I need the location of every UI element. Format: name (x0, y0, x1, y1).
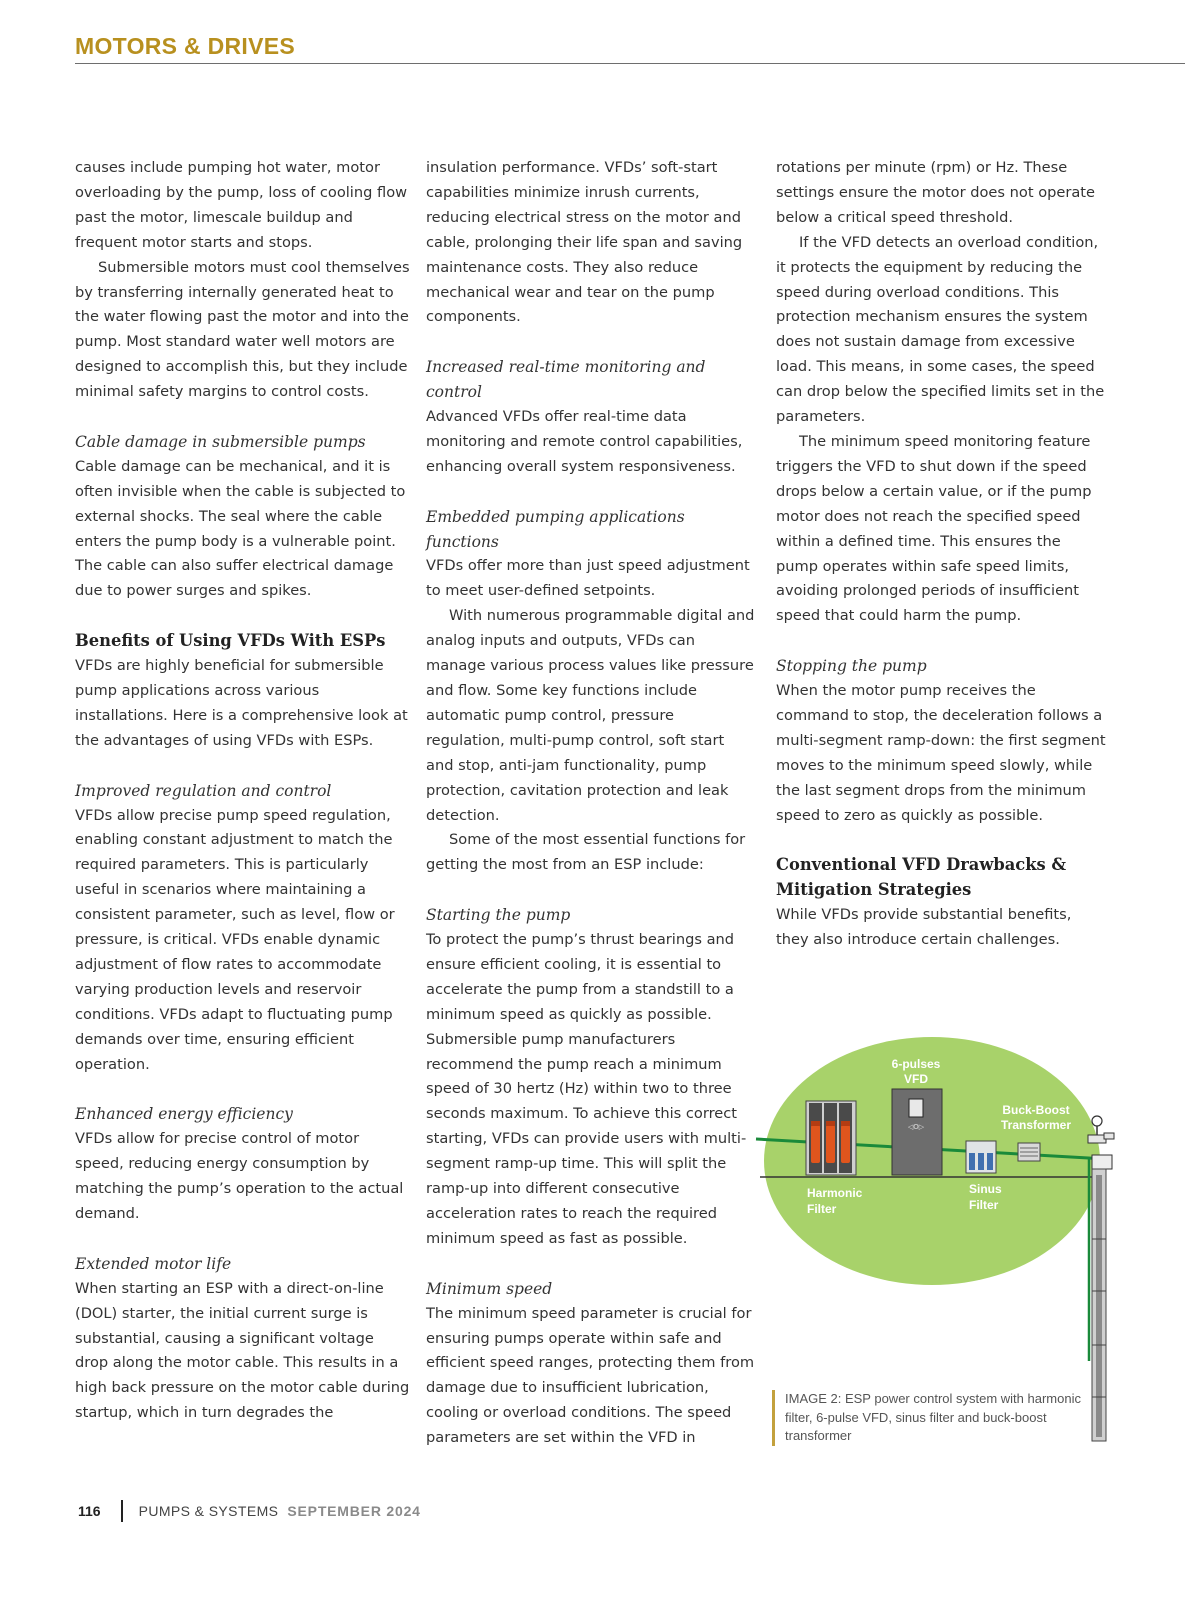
subheading: Extended motor life (75, 1254, 232, 1273)
header-rule (75, 63, 1185, 64)
harmonic-filter-icon (806, 1101, 856, 1175)
paragraph: Cable damage can be mechanical, and it is often invisible when the cable is subjected to external shocks. The seal where the cable enters the pump body is a vulnerable point. The cable can also suffer electrical damage due to power surges and spikes. (75, 457, 406, 600)
section-header: MOTORS & DRIVES (75, 33, 296, 59)
section-heading: Conventional VFD Drawbacks & Mitigation Strategies (776, 855, 1067, 900)
article-column-2 (426, 156, 756, 1451)
paragraph: With numerous programmable digital and analog inputs and outputs, VFDs can manage various process values like pressure and flow. Some key functions include automatic pump control, pressure regulation, multi-pump control, soft start and stop, anti-jam functionality, pump protection, cavitation protection and leak detection. (426, 607, 755, 824)
buck-boost-transformer-icon (1018, 1143, 1040, 1161)
magazine-name: PUMPS & SYSTEMS (138, 1503, 279, 1519)
subheading: Stopping the pump (776, 657, 927, 676)
paragraph: insulation performance. VFDs’ soft-start capabilities minimize inrush currents, reducing electrical stress on the motor and cable, prolonging their life span and saving maintenance costs. They also reduce mechanical wear and tear on the pump components. (426, 159, 743, 326)
paragraph: Submersible motors must cool themselves by transferring internally generated heat to the water flowing past the motor and into the pump. Most standard water well motors are designed to accomplish this, but they include minimal safety margins to control costs. (75, 258, 410, 401)
paragraph: When the motor pump receives the command to stop, the deceleration follows a multi-segment ramp-down: the first segment moves to the minimum speed slowly, while the last segment drops from the minimum speed to zero as quickly as possible. (776, 682, 1106, 824)
article-column-1 (75, 156, 410, 1426)
section-heading: Benefits of Using VFDs With ESPs (75, 631, 386, 651)
subheading: Increased real-time monitoring and control (426, 358, 706, 402)
sinus-label-2: Filter (969, 1198, 999, 1212)
buck-label-1: Buck-Boost (1002, 1103, 1070, 1117)
paragraph: VFDs are highly beneficial for submersible pump applications across various installations. Here is a comprehensive look at the advantages of using VFDs with ESPs. (75, 657, 408, 749)
issue-date: SEPTEMBER 2024 (287, 1503, 421, 1519)
paragraph: causes include pumping hot water, motor overloading by the pump, loss of cooling flow past the motor, limescale buildup and frequent motor starts and stops. (75, 159, 408, 251)
paragraph: The minimum speed parameter is crucial for ensuring pumps operate within safe and efficient speed ranges, protecting them from damage due to insufficient lubrication, cooling or overload conditions. The speed parameters are set within the VFD in (426, 1304, 755, 1447)
article-column-3 (776, 156, 1106, 953)
paragraph: Advanced VFDs offer real-time data monitoring and remote control capabilities, enhancing overall system responsiveness. (426, 408, 743, 475)
subheading: Starting the pump (426, 906, 571, 925)
subheading: Improved regulation and control (75, 781, 332, 800)
harmonic-label-2: Filter (807, 1202, 837, 1216)
paragraph: To protect the pump’s thrust bearings and ensure efficient cooling, it is essential to accelerate the pump from a standstill to a minimum speed as quickly as possible. Submersible pump manufacturers recommend the pump reach a minimum speed of 30 hertz (Hz) within two to three seconds maximum. To achieve this correct starting, VFDs can provide users with multi-segment ramp-up time. This will split the ramp-up into different consecutive acceleration rates to reach the required minimum speed as fast as possible. (426, 931, 747, 1247)
paragraph: VFDs offer more than just speed adjustment to meet user-defined setpoints. (426, 557, 750, 600)
page-footer (78, 1500, 421, 1522)
footer-divider (121, 1500, 123, 1522)
paragraph: When starting an ESP with a direct-on-line (DOL) starter, the initial current surge is substantial, causing a significant voltage drop along the motor cable. This results in a high back pressure on the motor cable during startup, which in turn degrades the (75, 1279, 410, 1422)
harmonic-label-1: Harmonic (807, 1186, 863, 1200)
subheading: Minimum speed (426, 1279, 553, 1298)
sinus-filter-icon (966, 1141, 996, 1173)
paragraph: VFDs allow precise pump speed regulation, enabling constant adjustment to match the required parameters. This is particularly useful in scenarios where maintaining a consistent parameter, such as level, flow or pressure, is critical. VFDs enable dynamic adjustment of flow rates to accommodate varying production levels and reservoir conditions. VFDs adapt to fluctuating pump demands over time, ensuring efficient operation. (75, 806, 395, 1073)
vfd-label-2: VFD (904, 1072, 928, 1086)
figure-caption: IMAGE 2: ESP power control system with harmonic filter, 6-pulse VFD, sinus filter and buck-boost transformer (772, 1390, 1085, 1446)
vfd-cabinet-icon (892, 1089, 942, 1175)
page-number: 116 (78, 1503, 101, 1519)
subheading: Cable damage in submersible pumps (75, 432, 366, 451)
vfd-display: ◁O▷ (907, 1123, 925, 1131)
subheading: Enhanced energy efficiency (75, 1105, 293, 1124)
paragraph: If the VFD detects an overload condition, it protects the equipment by reducing the speed during overload conditions. This protection mechanism ensures the system does not sustain damage from excessive load. This means, in some cases, the speed can drop below the specified limits set in the parameters. (776, 233, 1105, 426)
buck-label-2: Transformer (1000, 1118, 1072, 1132)
vfd-label-1: 6-pulses (891, 1057, 941, 1071)
paragraph: rotations per minute (rpm) or Hz. These settings ensure the motor does not operate below a critical speed threshold. (776, 159, 1096, 226)
paragraph: The minimum speed monitoring feature triggers the VFD to shut down if the speed drops below a certain value, or if the pump motor does not reach the specified speed within a defined time. This ensures the pump operates within safe speed limits, avoiding prolonged periods of insufficient speed that could harm the pump. (776, 432, 1092, 625)
paragraph: Some of the most essential functions for getting the most from an ESP include: (426, 831, 746, 874)
sinus-label-1: Sinus (969, 1182, 1002, 1196)
paragraph: While VFDs provide substantial benefits, they also introduce certain challenges. (776, 906, 1072, 949)
well-casing-icon (1089, 1159, 1106, 1441)
subheading: Embedded pumping applications functions (426, 507, 685, 551)
paragraph: VFDs allow for precise control of motor speed, reducing energy consumption by matching the pump’s operation to the actual demand. (75, 1130, 404, 1222)
